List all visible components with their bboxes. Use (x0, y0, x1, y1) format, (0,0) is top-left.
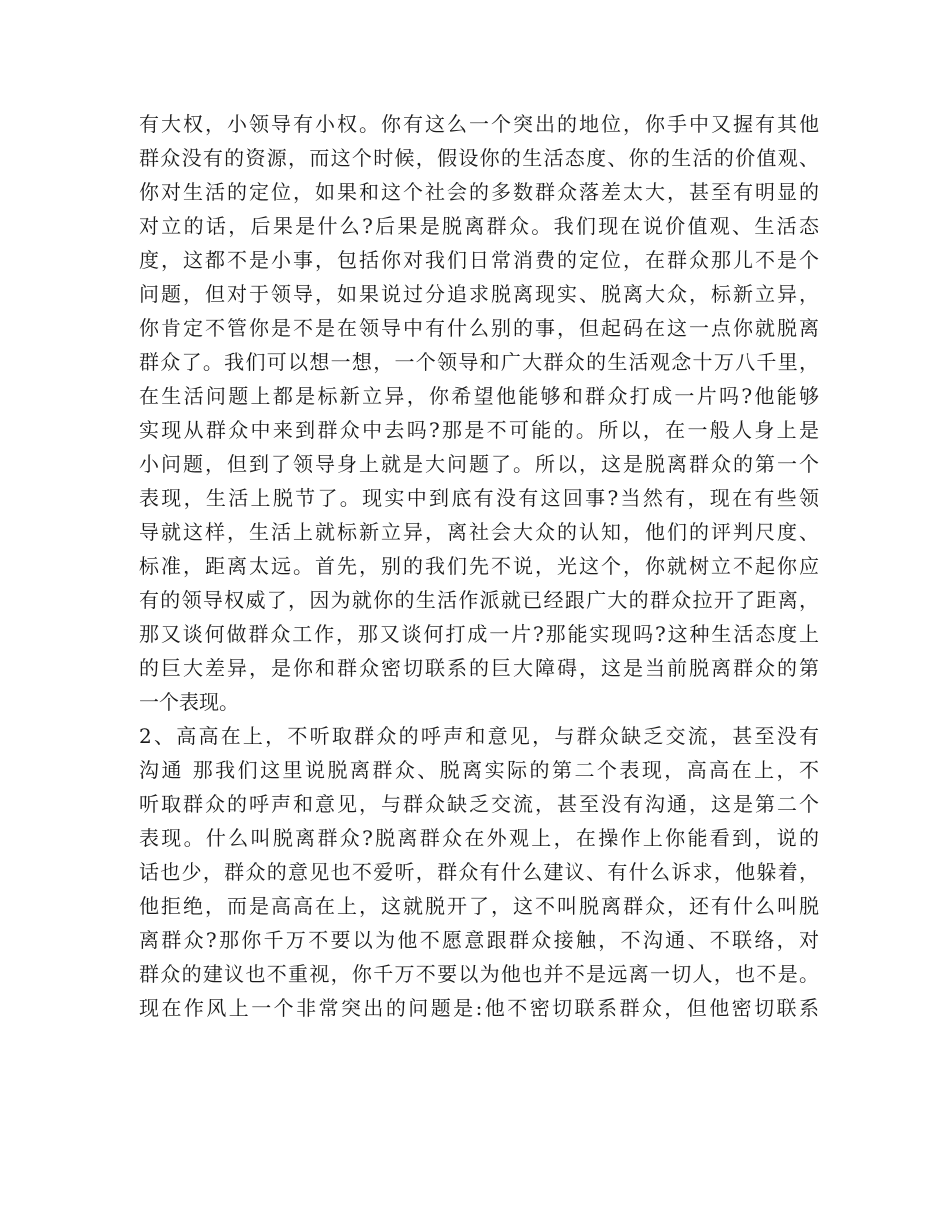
text-line: 群众没有的资源，而这个时候，假设你的生活态度、你的生活的价值观、 (139, 146, 819, 170)
text-line: 他拒绝，而是高高在上，这就脱开了，这不叫脱离群众，还有什么叫脱 (139, 894, 819, 918)
text-line: 离群众?那你千万不要以为他不愿意跟群众接触，不沟通、不联络，对 (139, 928, 819, 952)
text-line: 2、高高在上，不听取群众的呼声和意见，与群众缺乏交流，甚至没有 (139, 724, 819, 748)
text-line: 现在作风上一个非常突出的问题是:他不密切联系群众，但他密切联系 (139, 996, 819, 1020)
text-line: 有大权，小领导有小权。你有这么一个突出的地位，你手中又握有其他 (139, 112, 819, 136)
text-line: 沟通 那我们这里说脱离群众、脱离实际的第二个表现，高高在上，不 (139, 758, 819, 782)
text-line: 你肯定不管你是不是在领导中有什么别的事，但起码在这一点你就脱离 (139, 316, 819, 340)
text-line: 对立的话，后果是什么?后果是脱离群众。我们现在说价值观、生活态 (139, 214, 819, 238)
text-line: 有的领导权威了，因为就你的生活作派就已经跟广大的群众拉开了距离， (139, 588, 819, 612)
text-line: 实现从群众中来到群众中去吗?那是不可能的。所以，在一般人身上是 (139, 418, 819, 442)
text-line: 小问题，但到了领导身上就是大问题了。所以，这是脱离群众的第一个 (139, 452, 819, 476)
text-line: 问题，但对于领导，如果说过分追求脱离现实、脱离大众，标新立异， (139, 282, 819, 306)
text-line: 那又谈何做群众工作，那又谈何打成一片?那能实现吗?这种生活态度上 (139, 622, 819, 646)
text-line: 一个表现。 (139, 690, 239, 714)
text-line: 群众的建议也不重视，你千万不要以为他也并不是远离一切人，也不是。 (139, 962, 819, 986)
text-line: 度，这都不是小事，包括你对我们日常消费的定位，在群众那儿不是个 (139, 248, 819, 272)
text-line: 导就这样，生活上就标新立异，离社会大众的认知，他们的评判尺度、 (139, 520, 819, 544)
text-line: 群众了。我们可以想一想，一个领导和广大群众的生活观念十万八千里， (139, 350, 819, 374)
text-line: 在生活问题上都是标新立异，你希望他能够和群众打成一片吗?他能够 (139, 384, 819, 408)
text-line: 话也少，群众的意见也不爱听，群众有什么建议、有什么诉求，他躲着， (139, 860, 819, 884)
text-line: 表现。什么叫脱离群众?脱离群众在外观上，在操作上你能看到，说的 (139, 826, 819, 850)
text-line: 听取群众的呼声和意见，与群众缺乏交流，甚至没有沟通，这是第二个 (139, 792, 819, 816)
text-line: 表现，生活上脱节了。现实中到底有没有这回事?当然有，现在有些领 (139, 486, 819, 510)
body-text (139, 107, 819, 1025)
text-line: 你对生活的定位，如果和这个社会的多数群众落差太大，甚至有明显的 (139, 180, 819, 204)
text-line: 的巨大差异，是你和群众密切联系的巨大障碍，这是当前脱离群众的第 (139, 656, 819, 680)
text-line: 标准，距离太远。首先，别的我们先不说，光这个，你就树立不起你应 (139, 554, 819, 578)
